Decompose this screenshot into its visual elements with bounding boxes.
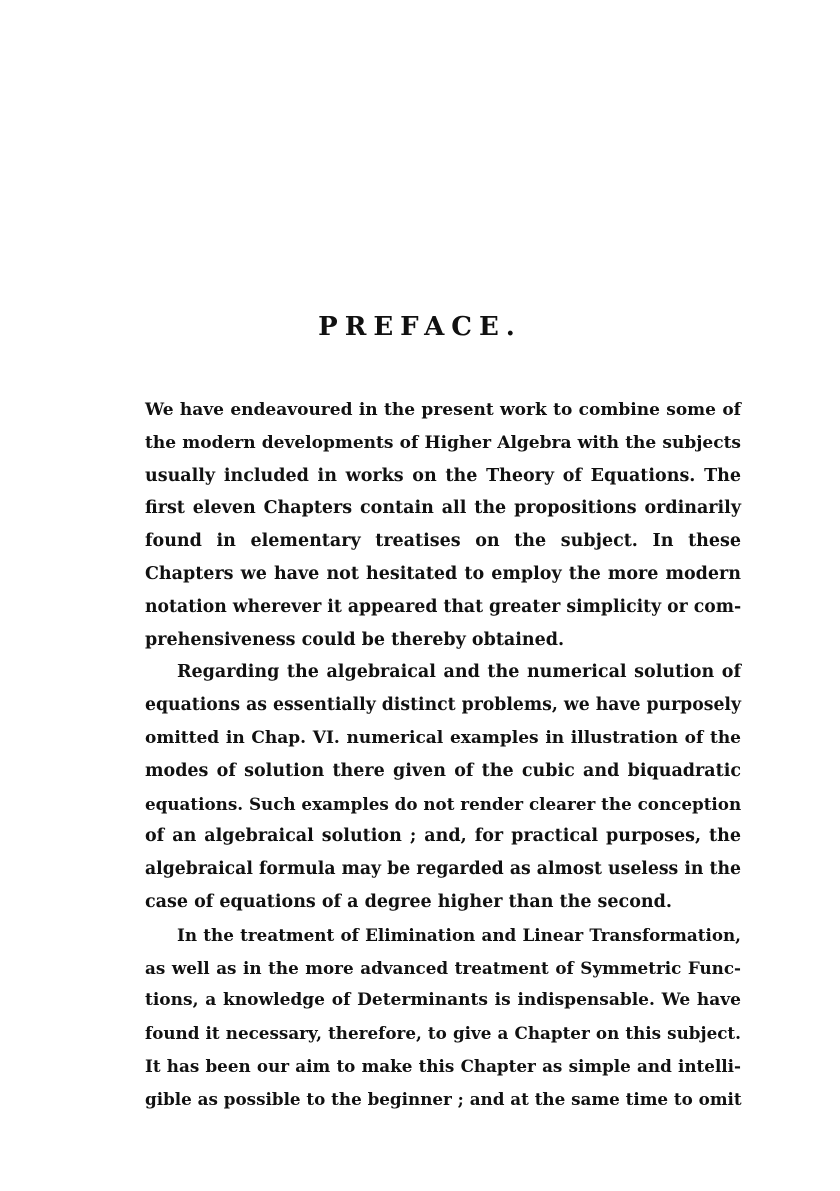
text-line: the modern developments of Higher Algebra with the subjects <box>145 432 741 453</box>
text-line: omitted in Chap. VI. numerical examples in illustration of the <box>145 727 741 748</box>
text-line: Regarding the algebraical and the numerical solution of <box>177 662 741 683</box>
text-line: usually included in works on the Theory of Equations. The <box>145 465 741 486</box>
text-line: case of equations of a degree higher than the second. <box>145 891 672 912</box>
text-line: gible as possible to the beginner ; and at the same time to omit <box>145 1088 742 1109</box>
text-line: of an algebraical solution ; and, for practical purposes, the <box>145 826 741 847</box>
text-line: Chapters we have not hesitated to employ the more modern <box>145 563 741 584</box>
paragraph-2 <box>145 656 741 918</box>
preface-body <box>145 394 741 1116</box>
text-line: first eleven Chapters contain all the propositions ordinarily <box>145 498 741 519</box>
text-line: It has been our aim to make this Chapter as simple and intelli- <box>145 1055 741 1076</box>
paragraph-3 <box>145 919 741 1116</box>
text-line: tions, a knowledge of Determinants is indispensable. We have <box>145 990 741 1011</box>
text-line: equations as essentially distinct problems, we have purposely <box>145 695 741 716</box>
text-line: modes of solution there given of the cubic and biquadratic <box>145 760 741 781</box>
text-line: We have endeavoured in the present work to combine some of <box>145 400 741 420</box>
text-line: algebraical formula may be regarded as almost useless in the <box>145 859 741 880</box>
text-line: notation wherever it appeared that greater simplicity or com- <box>145 596 742 617</box>
text-line: prehensiveness could be thereby obtained. <box>145 629 565 650</box>
text-line: found in elementary treatises on the subject. In these <box>145 531 741 552</box>
paragraph-1 <box>145 394 741 656</box>
text-line: found it necessary, therefore, to give a Chapter on this subject. <box>145 1023 741 1044</box>
text-line: equations. Such examples do not render clearer the conception <box>145 793 742 814</box>
page-title: PREFACE. <box>318 312 522 342</box>
text-line: as well as in the more advanced treatment of Symmetric Func- <box>145 957 741 978</box>
text-line: In the treatment of Elimination and Linear Transformation, <box>177 924 741 945</box>
